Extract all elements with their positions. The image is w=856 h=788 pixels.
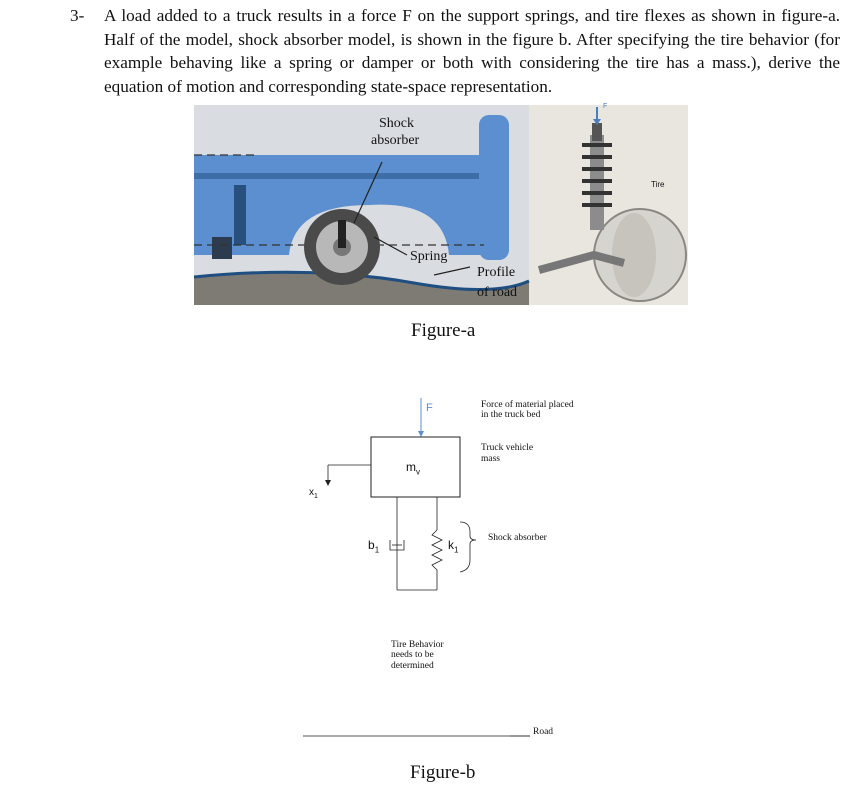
question-number: 3- xyxy=(70,6,85,25)
question-text: A load added to a truck results in a force F on the support springs, and tire flexes as shown in figure-a. Half of the model, shock absorber model, is shown in the figure b. After specifying the tire behavior (for example behaving like a spring or damper or both with considering the tire has a mass.), derive the equation of motion and corresponding state-space representation. xyxy=(104,6,840,96)
force-note-line2: in the truck bed xyxy=(481,410,541,420)
tire-note-line3: determined xyxy=(391,661,434,671)
figure-a-caption: Figure-a xyxy=(411,320,476,341)
label-absorber: absorber xyxy=(371,133,420,148)
x1-label: $x_1$ xyxy=(309,487,318,500)
tire-note-line1: Tire Behavior xyxy=(391,640,444,650)
mass-note-line1: Truck vehicle xyxy=(481,443,534,453)
label-shock: Shock xyxy=(379,116,414,131)
label-force-photo: F xyxy=(603,103,608,110)
road-label: Road xyxy=(533,727,554,737)
label-spring: Spring xyxy=(410,249,448,264)
mass-note-line2: mass xyxy=(481,454,500,464)
mass-label: $m_v$ xyxy=(406,460,420,477)
shock-note: Shock absorber xyxy=(488,533,547,543)
figure-b-caption: Figure-b xyxy=(410,762,476,783)
label-profile: Profile xyxy=(477,265,516,280)
tire-note-line2: needs to be xyxy=(391,650,434,660)
b1-label: $b_1$ xyxy=(368,538,380,555)
force-label: F xyxy=(426,402,433,414)
force-note-line1: Force of material placed xyxy=(481,400,574,410)
k1-label: $k_1$ xyxy=(448,538,459,555)
label-tire: Tire xyxy=(651,180,665,189)
label-of-road: of road xyxy=(477,285,518,300)
